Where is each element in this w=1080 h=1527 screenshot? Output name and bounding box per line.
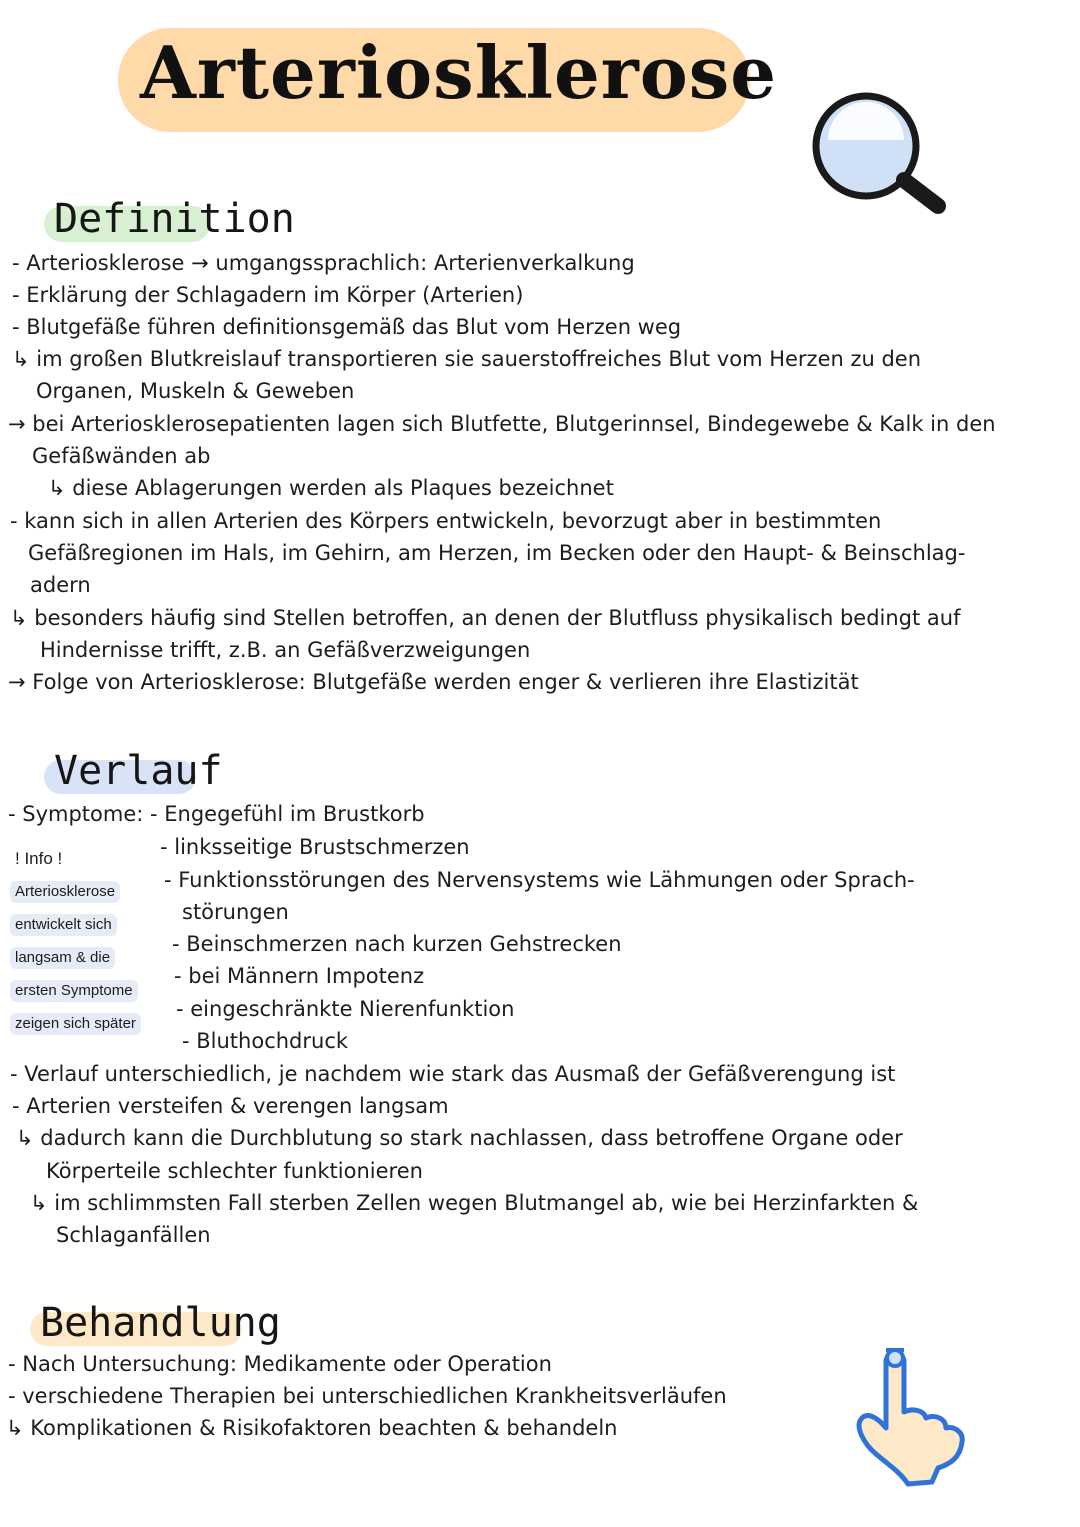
verlauf-line: ↳ im schlimmsten Fall sterben Zellen wegen Blutmangel ab, wie bei Herzinfarkten & [30,1191,919,1215]
verlauf-line: - bei Männern Impotenz [174,964,425,988]
verlauf-line: Schlaganfällen [56,1223,211,1247]
info-line: entwickelt sich [10,914,117,936]
definition-line: ↳ besonders häufig sind Stellen betroffen, an denen der Blutfluss physikalisch bedingt auf [10,606,961,630]
definition-heading: Definition [44,196,305,242]
page-title: Arteriosklerose [140,30,778,115]
verlauf-line: Körperteile schlechter funktionieren [46,1159,423,1183]
definition-line: adern [30,573,91,597]
magnifier-icon [808,88,958,218]
definition-line: Hindernisse trifft, z.B. an Gefäßverzweigungen [40,638,531,662]
definition-line: Gefäßregionen im Hals, im Gehirn, am Herzen, im Becken oder den Haupt- & Beinschlag- [28,541,966,565]
info-note [10,848,160,1046]
behandlung-line: - Nach Untersuchung: Medikamente oder Operation [8,1352,552,1376]
verlauf-line: - Symptome: - Engegefühl im Brustkorb [8,802,425,826]
behandlung-heading: Behandlung [30,1300,291,1346]
definition-line: - Erklärung der Schlagadern im Körper (Arterien) [12,283,524,307]
info-line: ersten Symptome [10,980,138,1002]
definition-line: → bei Arteriosklerosepatienten lagen sich Blutfette, Blutgerinnsel, Bindegewebe & Kalk in den [8,412,996,436]
verlauf-line: - Verlauf unterschiedlich, je nachdem wie stark das Ausmaß der Gefäßverengung ist [10,1062,896,1086]
verlauf-heading: Verlauf [44,748,233,794]
verlauf-line: - Bluthochdruck [182,1029,349,1053]
definition-line: - kann sich in allen Arterien des Körpers entwickeln, bevorzugt aber in bestimmten [10,509,882,533]
definition-line: → Folge von Arteriosklerose: Blutgefäße werden enger & verlieren ihre Elastizität [8,670,859,694]
info-line: zeigen sich später [10,1013,141,1035]
definition-line: ↳ diese Ablagerungen werden als Plaques bezeichnet [48,476,614,500]
definition-line: - Arteriosklerose → umgangssprachlich: Arterienverkalkung [12,251,635,275]
definition-line: ↳ im großen Blutkreislauf transportieren sie sauerstoffreiches Blut vom Herzen zu den [12,347,922,371]
verlauf-line: - Beinschmerzen nach kurzen Gehstrecken [172,932,622,956]
verlauf-line: - Funktionsstörungen des Nervensystems wie Lähmungen oder Sprach- [164,868,915,892]
verlauf-line: ↳ dadurch kann die Durchblutung so stark nachlassen, dass betroffene Organe oder [16,1126,903,1150]
info-line: ! Info ! [15,849,63,868]
verlauf-line: - eingeschränkte Nierenfunktion [176,997,515,1021]
definition-line: - Blutgefäße führen definitionsgemäß das Blut vom Herzen weg [12,315,682,339]
info-line: Arteriosklerose [10,881,120,903]
pointing-hand-icon [846,1342,976,1492]
verlauf-line: - linksseitige Brustschmerzen [160,835,470,859]
behandlung-line: ↳ Komplikationen & Risikofaktoren beachten & behandeln [6,1416,618,1440]
behandlung-line: - verschiedene Therapien bei unterschiedlichen Krankheitsverläufen [8,1384,727,1408]
definition-line: Gefäßwänden ab [32,444,211,468]
definition-line: Organen, Muskeln & Geweben [36,379,355,403]
info-line: langsam & die [10,947,115,969]
verlauf-line: störungen [182,900,289,924]
verlauf-line: - Arterien versteifen & verengen langsam [12,1094,449,1118]
